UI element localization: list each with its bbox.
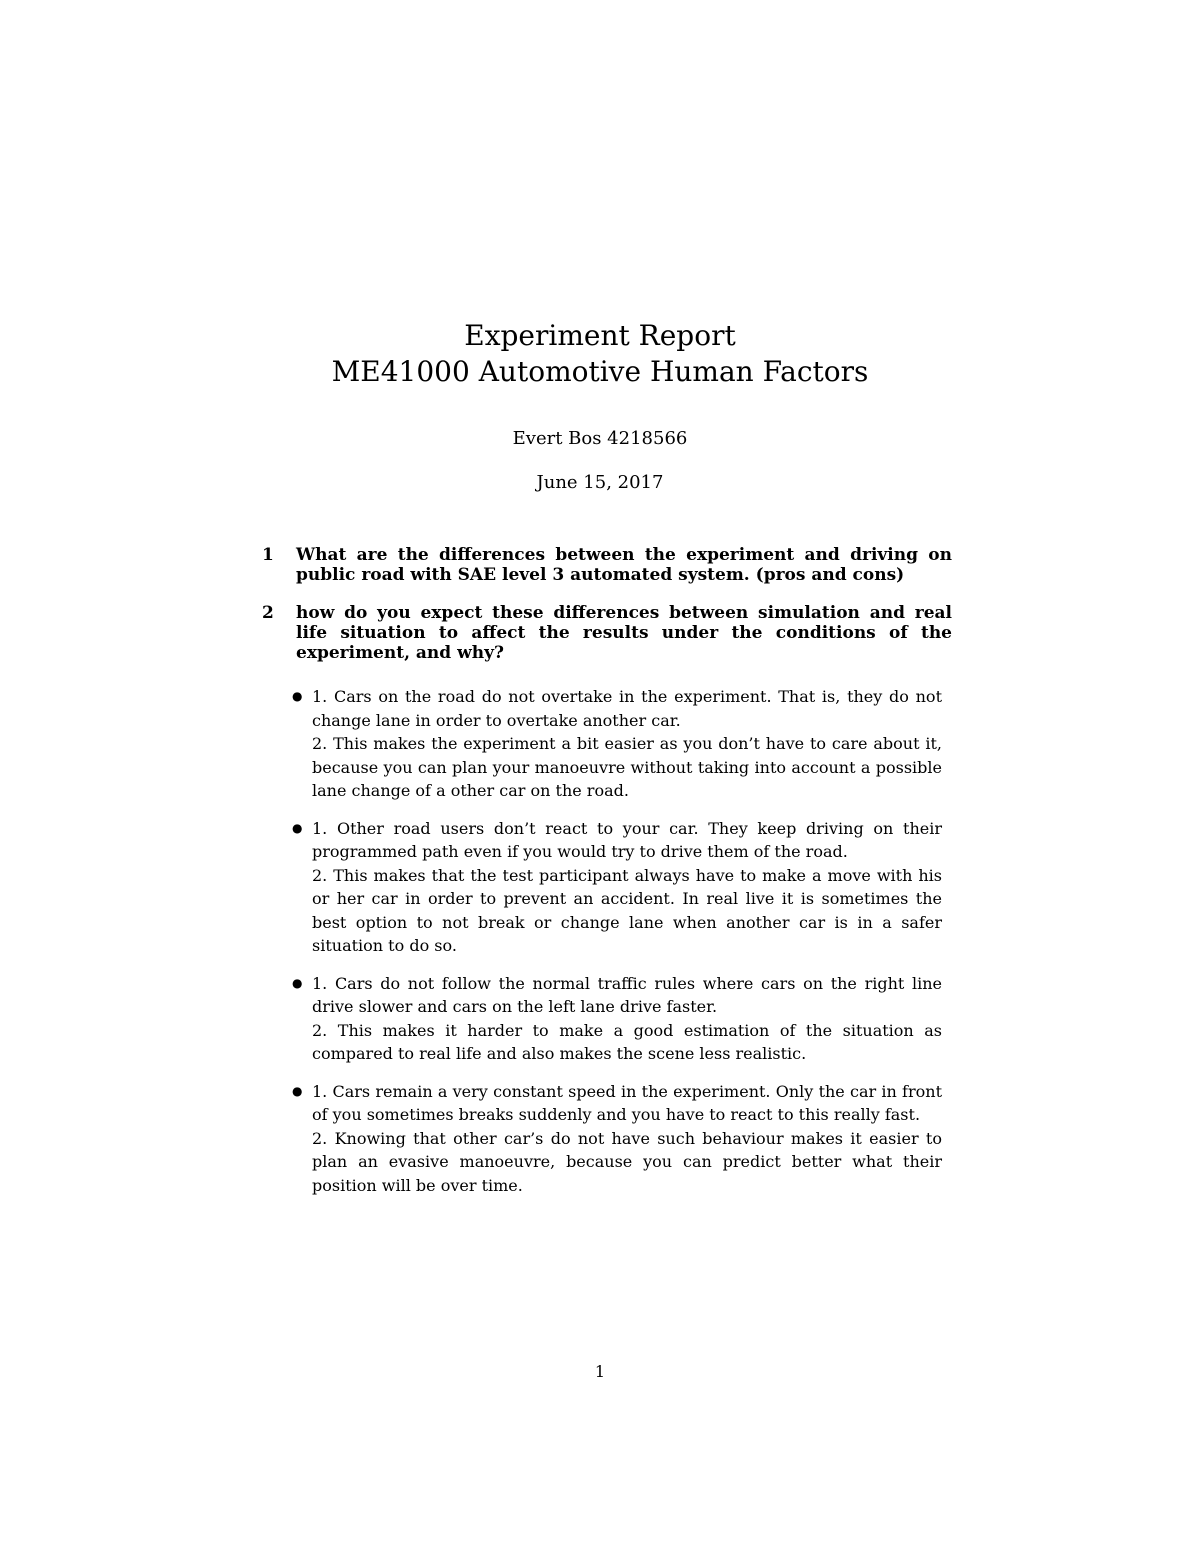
bullet-icon: ● [292,1083,303,1098]
date: June 15, 2017 [536,472,664,493]
bullet-body [312,972,942,1066]
bullet-body [312,685,942,803]
bullet-point-2: 2. This makes it harder to make a good estimation of the situation as compared to real life and also makes the scene less realistic. [312,1020,942,1063]
bullet-point-2: 2. Knowing that other car’s do not have such behaviour makes it easier to plan an evasive manoeuvre, because you can predict better what their position will be over time. [312,1128,942,1195]
bullet-point-1: 1. Cars on the road do not overtake in the experiment. That is, they do not change lane in order to overtake another car. [312,687,942,730]
bullet-list [292,685,942,1211]
bullet-body [312,1080,942,1198]
section-number: 1 [262,545,274,565]
section-title: What are the differences between the experiment and driving on public road with SAE level 3 automated system. (pros and cons) [296,545,952,585]
list-item [292,972,942,1066]
section-2-heading [262,603,952,663]
bullet-point-2: 2. This makes the experiment a bit easier as you don’t have to care about it, because you can plan your manoeuvre without taking into account a possible lane change of a other car on the road. [312,734,942,800]
list-item [292,1080,942,1198]
page-number: 1 [594,1362,606,1381]
section-number: 2 [262,603,274,623]
bullet-point-1: 1. Cars remain a very constant speed in the experiment. Only the car in front of you sometimes breaks suddenly and you have to react to this really fast. [312,1081,942,1124]
section-1-heading [262,545,952,585]
bullet-icon: ● [292,820,303,835]
bullet-point-1: 1. Other road users don’t react to your car. They keep driving on their programmed path even if you would try to drive them of the road. [312,818,942,861]
author: Evert Bos 4218566 [512,428,688,449]
bullet-body [312,817,942,958]
title-block [0,318,1200,494]
document-title: Experiment Report [464,319,736,352]
list-item [292,817,942,958]
list-item [292,685,942,803]
document-subtitle: ME41000 Automotive Human Factors [331,355,869,388]
bullet-icon: ● [292,689,303,703]
bullet-icon: ● [292,975,303,990]
bullet-point-1: 1. Cars do not follow the normal traffic rules where cars on the right line drive slower and cars on the left lane drive faster. [312,973,942,1016]
bullet-point-2: 2. This makes that the test participant always have to make a move with his or her car in order to prevent an accident. In real live it is sometimes the best option to not break or change lane when another car is in a safer situation to do so. [312,865,942,955]
section-title: how do you expect these differences between simulation and real life situation to affect the results under the conditions of the experiment, and why? [296,603,952,663]
